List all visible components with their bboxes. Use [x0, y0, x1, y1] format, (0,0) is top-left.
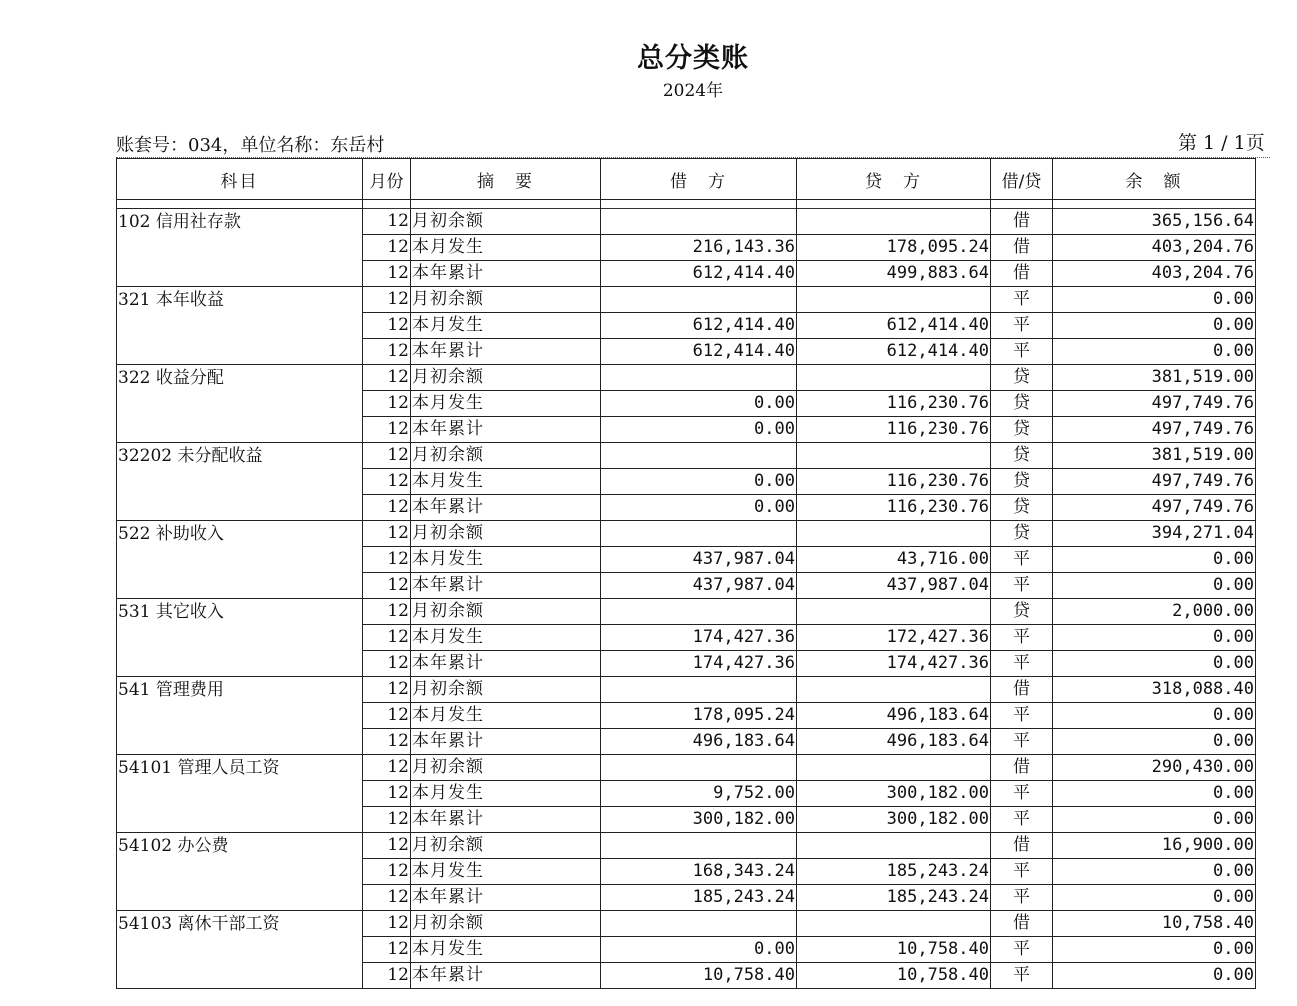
month-cell: 12	[363, 937, 411, 963]
debit-cell: 174,427.36	[601, 651, 797, 677]
month-cell: 12	[363, 209, 411, 235]
ledger-row	[117, 833, 1256, 859]
account-name: 322 收益分配	[118, 368, 224, 388]
account-cell	[117, 755, 363, 833]
direction-cell: 贷	[991, 521, 1053, 547]
summary-cell: 本年累计	[411, 573, 601, 599]
balance-cell: 0.00	[1053, 963, 1256, 989]
balance-cell: 0.00	[1053, 625, 1256, 651]
balance-cell: 0.00	[1053, 313, 1256, 339]
account-cell	[117, 521, 363, 599]
ledger-row	[117, 443, 1256, 469]
credit-cell	[797, 755, 991, 781]
debit-cell: 0.00	[601, 469, 797, 495]
direction-cell: 借	[991, 235, 1053, 261]
account-name: 54103 离休干部工资	[118, 914, 280, 934]
month-cell: 12	[363, 391, 411, 417]
credit-cell	[797, 677, 991, 703]
header-spacer-row	[117, 200, 1256, 209]
credit-cell	[797, 599, 991, 625]
credit-cell: 496,183.64	[797, 729, 991, 755]
debit-cell	[601, 365, 797, 391]
balance-cell: 0.00	[1053, 703, 1256, 729]
balance-cell: 394,271.04	[1053, 521, 1256, 547]
balance-cell: 497,749.76	[1053, 495, 1256, 521]
month-cell: 12	[363, 885, 411, 911]
debit-cell: 185,243.24	[601, 885, 797, 911]
account-cell	[117, 911, 363, 989]
credit-cell: 185,243.24	[797, 859, 991, 885]
month-cell: 12	[363, 859, 411, 885]
debit-cell: 168,343.24	[601, 859, 797, 885]
general-ledger-table	[116, 158, 1256, 989]
account-name: 54101 管理人员工资	[118, 758, 280, 778]
debit-cell	[601, 911, 797, 937]
balance-cell: 16,900.00	[1053, 833, 1256, 859]
account-cell	[117, 599, 363, 677]
account-cell	[117, 365, 363, 443]
direction-cell: 平	[991, 573, 1053, 599]
credit-cell: 178,095.24	[797, 235, 991, 261]
balance-cell: 0.00	[1053, 573, 1256, 599]
month-cell: 12	[363, 261, 411, 287]
month-cell: 12	[363, 677, 411, 703]
direction-cell: 平	[991, 547, 1053, 573]
debit-cell	[601, 599, 797, 625]
credit-cell: 496,183.64	[797, 703, 991, 729]
balance-cell: 0.00	[1053, 651, 1256, 677]
month-cell: 12	[363, 235, 411, 261]
summary-cell: 本月发生	[411, 859, 601, 885]
summary-cell: 月初余额	[411, 209, 601, 235]
page-indicator: 第 1 / 1页	[1178, 132, 1265, 154]
table-header-row	[117, 159, 1256, 200]
ledger-row	[117, 365, 1256, 391]
credit-cell: 116,230.76	[797, 417, 991, 443]
month-cell: 12	[363, 729, 411, 755]
summary-cell: 本年累计	[411, 651, 601, 677]
month-cell: 12	[363, 833, 411, 859]
credit-cell: 172,427.36	[797, 625, 991, 651]
credit-cell: 116,230.76	[797, 391, 991, 417]
debit-cell: 174,427.36	[601, 625, 797, 651]
direction-cell: 平	[991, 313, 1053, 339]
month-cell: 12	[363, 599, 411, 625]
month-cell: 12	[363, 625, 411, 651]
month-cell: 12	[363, 807, 411, 833]
summary-cell: 本月发生	[411, 937, 601, 963]
debit-cell	[601, 443, 797, 469]
credit-cell: 612,414.40	[797, 313, 991, 339]
balance-cell: 0.00	[1053, 547, 1256, 573]
balance-cell: 2,000.00	[1053, 599, 1256, 625]
summary-cell: 本月发生	[411, 313, 601, 339]
debit-cell: 300,182.00	[601, 807, 797, 833]
account-cell	[117, 833, 363, 911]
balance-cell: 290,430.00	[1053, 755, 1256, 781]
month-cell: 12	[363, 417, 411, 443]
balance-cell: 497,749.76	[1053, 391, 1256, 417]
balance-cell: 497,749.76	[1053, 469, 1256, 495]
credit-cell	[797, 287, 991, 313]
month-cell: 12	[363, 573, 411, 599]
month-cell: 12	[363, 963, 411, 989]
account-name: 102 信用社存款	[118, 212, 241, 232]
direction-cell: 平	[991, 339, 1053, 365]
month-cell: 12	[363, 339, 411, 365]
credit-cell: 300,182.00	[797, 781, 991, 807]
debit-cell	[601, 521, 797, 547]
balance-cell: 0.00	[1053, 287, 1256, 313]
direction-cell: 平	[991, 963, 1053, 989]
summary-cell: 本月发生	[411, 781, 601, 807]
month-cell: 12	[363, 911, 411, 937]
col-header-summary: 摘 要	[411, 159, 601, 200]
summary-cell: 月初余额	[411, 443, 601, 469]
balance-cell: 318,088.40	[1053, 677, 1256, 703]
credit-cell: 116,230.76	[797, 469, 991, 495]
credit-cell: 437,987.04	[797, 573, 991, 599]
ledger-row	[117, 521, 1256, 547]
direction-cell: 平	[991, 287, 1053, 313]
credit-cell: 174,427.36	[797, 651, 991, 677]
summary-cell: 本年累计	[411, 885, 601, 911]
account-cell	[117, 209, 363, 287]
direction-cell: 平	[991, 885, 1053, 911]
month-cell: 12	[363, 287, 411, 313]
balance-cell: 497,749.76	[1053, 417, 1256, 443]
direction-cell: 平	[991, 859, 1053, 885]
credit-cell	[797, 911, 991, 937]
month-cell: 12	[363, 365, 411, 391]
credit-cell: 10,758.40	[797, 963, 991, 989]
credit-cell	[797, 443, 991, 469]
debit-cell: 216,143.36	[601, 235, 797, 261]
account-cell	[117, 677, 363, 755]
credit-cell: 116,230.76	[797, 495, 991, 521]
credit-cell	[797, 833, 991, 859]
summary-cell: 本年累计	[411, 261, 601, 287]
summary-cell: 本年累计	[411, 963, 601, 989]
direction-cell: 平	[991, 937, 1053, 963]
summary-cell: 月初余额	[411, 677, 601, 703]
summary-cell: 本年累计	[411, 339, 601, 365]
balance-cell: 10,758.40	[1053, 911, 1256, 937]
ledger-body	[117, 209, 1256, 989]
direction-cell: 借	[991, 755, 1053, 781]
account-cell	[117, 443, 363, 521]
credit-cell	[797, 521, 991, 547]
debit-cell	[601, 209, 797, 235]
debit-cell: 10,758.40	[601, 963, 797, 989]
col-header-debit: 借 方	[601, 159, 797, 200]
direction-cell: 贷	[991, 443, 1053, 469]
month-cell: 12	[363, 781, 411, 807]
account-name: 531 其它收入	[118, 602, 224, 622]
account-name: 541 管理费用	[118, 680, 224, 700]
col-header-credit: 贷 方	[797, 159, 991, 200]
summary-cell: 本月发生	[411, 235, 601, 261]
balance-cell: 0.00	[1053, 807, 1256, 833]
balance-cell: 0.00	[1053, 339, 1256, 365]
direction-cell: 平	[991, 729, 1053, 755]
debit-cell	[601, 287, 797, 313]
summary-cell: 本年累计	[411, 807, 601, 833]
debit-cell: 0.00	[601, 495, 797, 521]
account-cell	[117, 287, 363, 365]
debit-cell: 437,987.04	[601, 547, 797, 573]
summary-cell: 本月发生	[411, 625, 601, 651]
direction-cell: 平	[991, 703, 1053, 729]
balance-cell: 0.00	[1053, 859, 1256, 885]
col-header-account: 科目	[117, 159, 363, 200]
balance-cell: 381,519.00	[1053, 365, 1256, 391]
debit-cell: 612,414.40	[601, 261, 797, 287]
direction-cell: 借	[991, 261, 1053, 287]
debit-cell: 0.00	[601, 937, 797, 963]
direction-cell: 平	[991, 807, 1053, 833]
debit-cell: 612,414.40	[601, 313, 797, 339]
summary-cell: 月初余额	[411, 599, 601, 625]
summary-cell: 本年累计	[411, 495, 601, 521]
debit-cell: 9,752.00	[601, 781, 797, 807]
direction-cell: 借	[991, 209, 1053, 235]
ledger-row	[117, 677, 1256, 703]
direction-cell: 借	[991, 911, 1053, 937]
summary-cell: 本月发生	[411, 703, 601, 729]
col-header-balance: 余 额	[1053, 159, 1256, 200]
col-header-direction: 借/贷	[991, 159, 1053, 200]
summary-cell: 月初余额	[411, 521, 601, 547]
debit-cell: 0.00	[601, 391, 797, 417]
direction-cell: 贷	[991, 391, 1053, 417]
ledger-year: 2024年	[662, 81, 724, 101]
summary-cell: 月初余额	[411, 755, 601, 781]
direction-cell: 平	[991, 781, 1053, 807]
balance-cell: 381,519.00	[1053, 443, 1256, 469]
credit-cell: 499,883.64	[797, 261, 991, 287]
balance-cell: 403,204.76	[1053, 261, 1256, 287]
summary-cell: 月初余额	[411, 287, 601, 313]
credit-cell	[797, 365, 991, 391]
balance-cell: 0.00	[1053, 937, 1256, 963]
debit-cell: 612,414.40	[601, 339, 797, 365]
debit-cell: 437,987.04	[601, 573, 797, 599]
credit-cell: 300,182.00	[797, 807, 991, 833]
debit-cell	[601, 833, 797, 859]
month-cell: 12	[363, 651, 411, 677]
summary-cell: 本月发生	[411, 469, 601, 495]
direction-cell: 借	[991, 833, 1053, 859]
month-cell: 12	[363, 443, 411, 469]
account-name: 321 本年收益	[118, 290, 224, 310]
ledger-row	[117, 599, 1256, 625]
col-header-month: 月份	[363, 159, 411, 200]
balance-cell: 365,156.64	[1053, 209, 1256, 235]
ledger-row	[117, 755, 1256, 781]
balance-cell: 403,204.76	[1053, 235, 1256, 261]
direction-cell: 借	[991, 677, 1053, 703]
ledger-row	[117, 287, 1256, 313]
month-cell: 12	[363, 469, 411, 495]
ledger-row	[117, 209, 1256, 235]
month-cell: 12	[363, 755, 411, 781]
summary-cell: 月初余额	[411, 911, 601, 937]
debit-cell	[601, 755, 797, 781]
balance-cell: 0.00	[1053, 729, 1256, 755]
balance-cell: 0.00	[1053, 885, 1256, 911]
month-cell: 12	[363, 313, 411, 339]
direction-cell: 贷	[991, 495, 1053, 521]
debit-cell: 496,183.64	[601, 729, 797, 755]
debit-cell: 0.00	[601, 417, 797, 443]
direction-cell: 贷	[991, 365, 1053, 391]
summary-cell: 本月发生	[411, 547, 601, 573]
summary-cell: 月初余额	[411, 365, 601, 391]
account-name: 32202 未分配收益	[118, 446, 263, 466]
month-cell: 12	[363, 547, 411, 573]
account-set-info: 账套号：034，单位名称：东岳村	[116, 135, 385, 156]
direction-cell: 贷	[991, 417, 1053, 443]
credit-cell: 185,243.24	[797, 885, 991, 911]
summary-cell: 本年累计	[411, 729, 601, 755]
summary-cell: 月初余额	[411, 833, 601, 859]
credit-cell: 10,758.40	[797, 937, 991, 963]
ledger-row	[117, 911, 1256, 937]
month-cell: 12	[363, 495, 411, 521]
direction-cell: 贷	[991, 469, 1053, 495]
account-name: 522 补助收入	[118, 524, 224, 544]
summary-cell: 本年累计	[411, 417, 601, 443]
month-cell: 12	[363, 521, 411, 547]
summary-cell: 本月发生	[411, 391, 601, 417]
debit-cell	[601, 677, 797, 703]
debit-cell: 178,095.24	[601, 703, 797, 729]
credit-cell: 43,716.00	[797, 547, 991, 573]
direction-cell: 平	[991, 625, 1053, 651]
credit-cell	[797, 209, 991, 235]
account-name: 54102 办公费	[118, 836, 229, 856]
credit-cell: 612,414.40	[797, 339, 991, 365]
month-cell: 12	[363, 703, 411, 729]
balance-cell: 0.00	[1053, 781, 1256, 807]
direction-cell: 贷	[991, 599, 1053, 625]
direction-cell: 平	[991, 651, 1053, 677]
ledger-title: 总分类账	[637, 43, 749, 74]
